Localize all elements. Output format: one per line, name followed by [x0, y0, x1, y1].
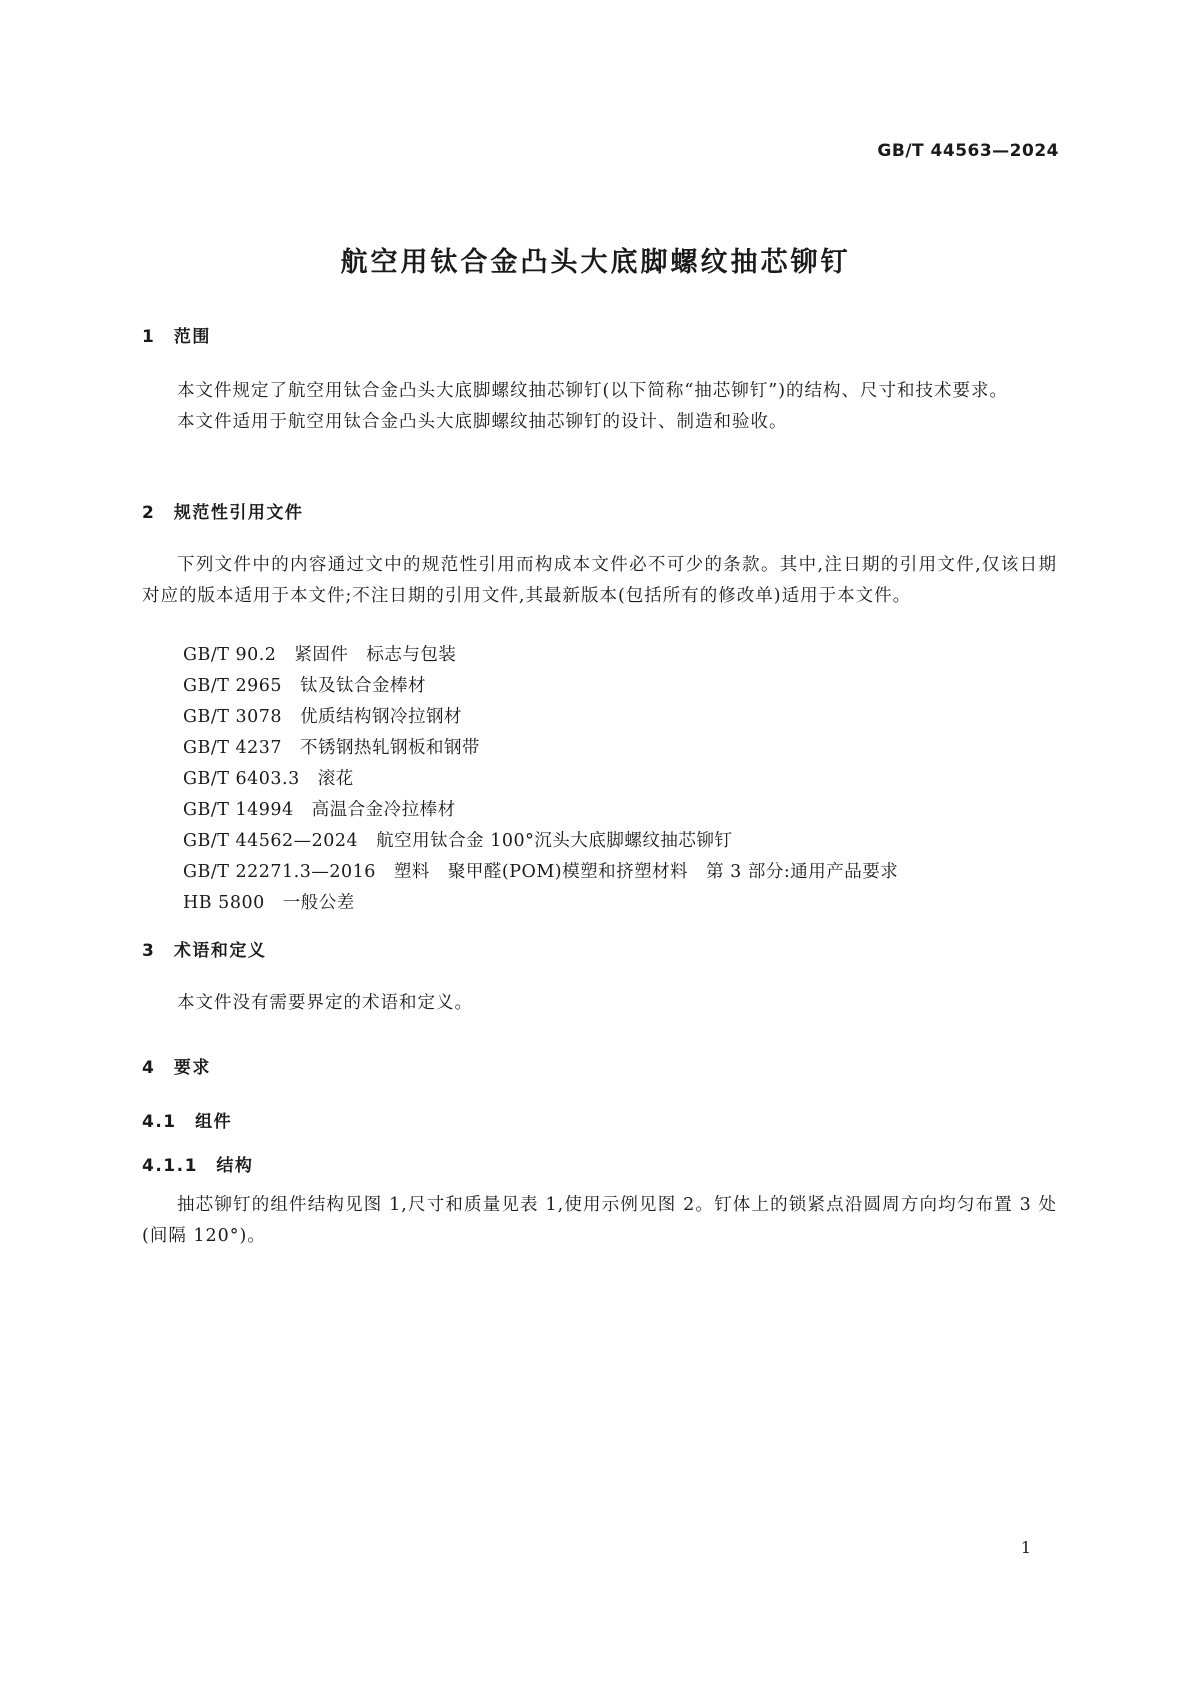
- page-number: 1: [1020, 1538, 1031, 1557]
- section-2-intro: [142, 550, 1057, 612]
- reference-list: [183, 640, 898, 919]
- section-3-paragraph: 本文件没有需要界定的术语和定义。: [177, 993, 473, 1013]
- reference-item: GB/T 2965 钛及钛合金棒材: [183, 676, 427, 696]
- section-1-body: [142, 376, 1057, 438]
- section-4-heading: 4 要求: [142, 1058, 211, 1078]
- reference-item: GB/T 4237 不锈钢热轧钢板和钢带: [183, 738, 481, 758]
- section-4-1-1-paragraph: 抽芯铆钉的组件结构见图 1,尺寸和质量见表 1,使用示例见图 2。钉体上的锁紧点沿圆周方向均匀布置 3 处(间隔 120°)。: [142, 1195, 1057, 1246]
- reference-item: GB/T 90.2 紧固件 标志与包装: [183, 645, 457, 665]
- section-1-paragraph: 本文件规定了航空用钛合金凸头大底脚螺纹抽芯铆钉(以下简称“抽芯铆钉”)的结构、尺寸和技术要求。: [177, 381, 1009, 401]
- reference-item: HB 5800 一般公差: [183, 893, 355, 913]
- section-2-intro-paragraph: 下列文件中的内容通过文中的规范性引用而构成本文件必不可少的条款。其中,注日期的引用文件,仅该日期对应的版本适用于本文件;不注日期的引用文件,其最新版本(包括所有的修改单)适用于本文件。: [142, 555, 1057, 606]
- section-4-1-1-body: [142, 1190, 1057, 1252]
- reference-item: GB/T 44562—2024 航空用钛合金 100°沉头大底脚螺纹抽芯铆钉: [183, 831, 733, 851]
- section-4-1-heading: 4.1 组件: [142, 1112, 233, 1132]
- section-1-paragraph: 本文件适用于航空用钛合金凸头大底脚螺纹抽芯铆钉的设计、制造和验收。: [177, 412, 788, 432]
- reference-item: GB/T 3078 优质结构钢冷拉钢材: [183, 707, 463, 727]
- standard-number: GB/T 44563—2024: [877, 141, 1059, 161]
- section-3-body: [142, 988, 1057, 1019]
- section-2-heading: 2 规范性引用文件: [142, 503, 304, 523]
- section-3-heading: 3 术语和定义: [142, 941, 267, 961]
- document-title: 航空用钛合金凸头大底脚螺纹抽芯铆钉: [340, 247, 851, 278]
- reference-item: GB/T 6403.3 滚花: [183, 769, 354, 789]
- reference-item: GB/T 14994 高温合金冷拉棒材: [183, 800, 456, 820]
- section-4-1-1-heading: 4.1.1 结构: [142, 1156, 254, 1176]
- section-1-heading: 1 范围: [142, 327, 211, 347]
- reference-item: GB/T 22271.3—2016 塑料 聚甲醛(POM)模塑和挤塑材料 第 3 部分:通用产品要求: [183, 862, 899, 882]
